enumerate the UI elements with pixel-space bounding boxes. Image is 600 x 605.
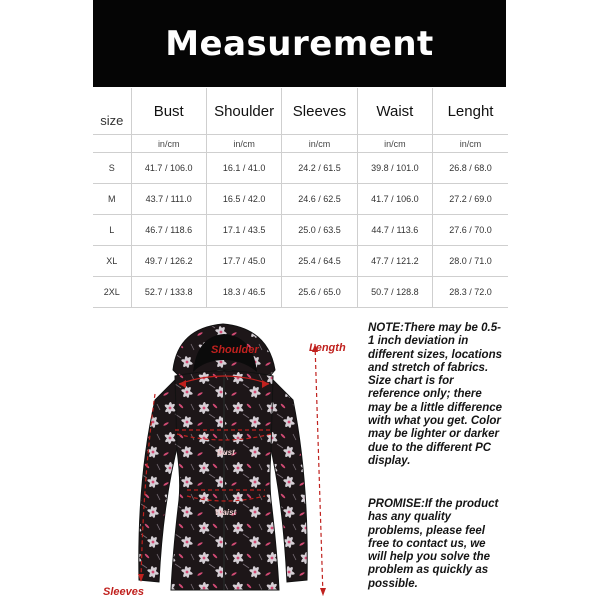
table-cell: 47.7 / 121.2 bbox=[357, 246, 432, 277]
size-label: S bbox=[93, 153, 131, 184]
table-cell: 49.7 / 126.2 bbox=[131, 246, 206, 277]
table-cell: 28.0 / 71.0 bbox=[433, 246, 508, 277]
unit-cell: in/cm bbox=[433, 135, 508, 153]
unit-cell: in/cm bbox=[131, 135, 206, 153]
table-cell: 52.7 / 133.8 bbox=[131, 277, 206, 308]
page-title: Measurement bbox=[165, 23, 434, 64]
unit-cell: in/cm bbox=[206, 135, 281, 153]
table-cell: 39.8 / 101.0 bbox=[357, 153, 432, 184]
table-cell: 46.7 / 118.6 bbox=[131, 215, 206, 246]
table-cell: 28.3 / 72.0 bbox=[433, 277, 508, 308]
units-row bbox=[93, 135, 508, 153]
sleeves-label: Sleeves bbox=[103, 586, 144, 598]
table-cell: 25.6 / 65.0 bbox=[282, 277, 357, 308]
column-header-waist: Waist bbox=[357, 88, 432, 135]
promise-text: PROMISE:If the product has any quality problems, please feel free to contact us, we will help you solve the problem as quickly as possible. bbox=[368, 498, 499, 590]
table-cell: 25.0 / 63.5 bbox=[282, 215, 357, 246]
size-label: 2XL bbox=[93, 277, 131, 308]
column-header-bust: Bust bbox=[131, 88, 206, 135]
table-cell: 16.1 / 41.0 bbox=[206, 153, 281, 184]
note-text: NOTE:There may be 0.5-1 inch deviation in different sizes, locations and stretch of fabrics. Size chart is for reference only; there may be a little difference with what you get. Color may be lighter or darker due to the different PC display. bbox=[368, 322, 503, 467]
table-row bbox=[93, 215, 508, 246]
table-cell: 44.7 / 113.6 bbox=[357, 215, 432, 246]
table-cell: 43.7 / 111.0 bbox=[131, 184, 206, 215]
table-cell: 27.6 / 70.0 bbox=[433, 215, 508, 246]
size-label: L bbox=[93, 215, 131, 246]
header-row bbox=[93, 88, 508, 135]
table-cell: 25.4 / 64.5 bbox=[282, 246, 357, 277]
shoulder-label: Shoulder bbox=[211, 344, 259, 356]
title-banner bbox=[93, 0, 506, 87]
size-label: M bbox=[93, 184, 131, 215]
table-cell: 17.7 / 45.0 bbox=[206, 246, 281, 277]
unit-cell: in/cm bbox=[357, 135, 432, 153]
table-cell: 24.6 / 62.5 bbox=[282, 184, 357, 215]
column-header-length: Lenght bbox=[433, 88, 508, 135]
table-cell: 41.7 / 106.0 bbox=[357, 184, 432, 215]
size-chart-table bbox=[93, 88, 508, 308]
bust-label: Bust bbox=[217, 448, 235, 457]
column-header-sleeves: Sleeves bbox=[282, 88, 357, 135]
table-cell: 16.5 / 42.0 bbox=[206, 184, 281, 215]
table-cell: 26.8 / 68.0 bbox=[433, 153, 508, 184]
table-cell: 17.1 / 43.5 bbox=[206, 215, 281, 246]
length-line bbox=[315, 344, 323, 596]
size-column-header: size bbox=[93, 88, 131, 135]
table-row bbox=[93, 153, 508, 184]
length-label: Length bbox=[309, 342, 346, 354]
table-cell: 27.2 / 69.0 bbox=[433, 184, 508, 215]
table-cell: 41.7 / 106.0 bbox=[131, 153, 206, 184]
jacket-diagram bbox=[93, 310, 363, 600]
table-row bbox=[93, 184, 508, 215]
table-row bbox=[93, 277, 508, 308]
table-cell: 24.2 / 61.5 bbox=[282, 153, 357, 184]
unit-cell: in/cm bbox=[282, 135, 357, 153]
size-label: XL bbox=[93, 246, 131, 277]
table-cell: 50.7 / 128.8 bbox=[357, 277, 432, 308]
column-header-shoulder: Shoulder bbox=[206, 88, 281, 135]
table-cell: 18.3 / 46.5 bbox=[206, 277, 281, 308]
units-cell-empty bbox=[93, 135, 131, 153]
waist-label: Waist bbox=[215, 508, 237, 517]
left-sleeve bbox=[139, 380, 179, 582]
table-row bbox=[93, 246, 508, 277]
